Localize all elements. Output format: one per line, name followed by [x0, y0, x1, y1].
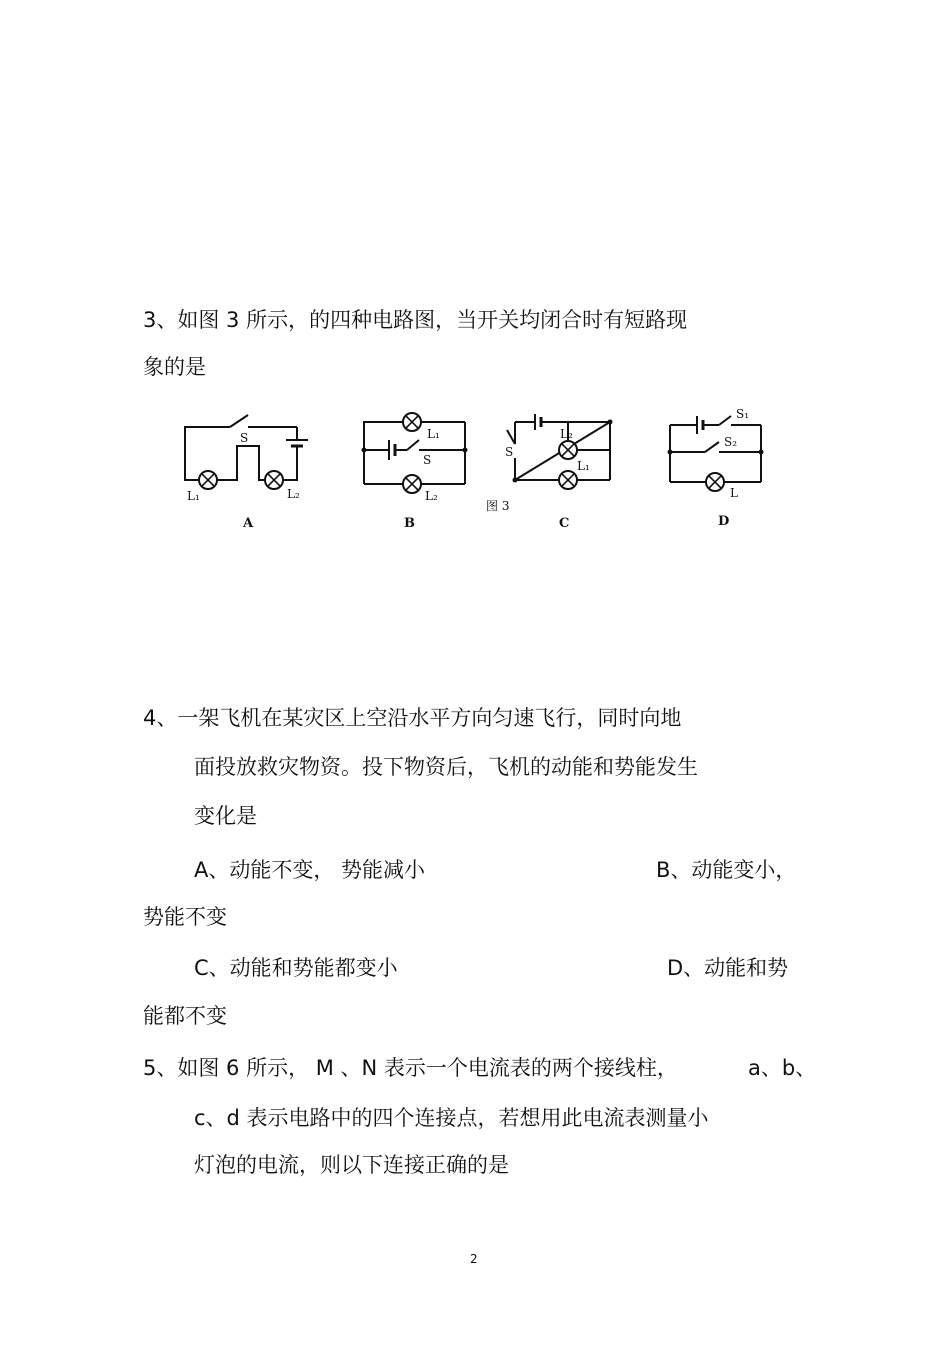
c-switch-label: S	[505, 445, 514, 459]
d-switch2-label: S₂	[724, 435, 738, 449]
a-lamp1-label: L₁	[187, 489, 200, 503]
circuit-c-label: C	[559, 516, 570, 531]
q3-line-2: 象的是	[143, 355, 206, 379]
figure-caption: 图 3	[486, 499, 510, 513]
b-lamp2-label: L₂	[425, 489, 438, 503]
q4-line-2: 面投放救灾物资。投下物资后，飞机的动能和势能发生	[194, 755, 698, 779]
a-switch-label: S	[240, 431, 249, 445]
circuit-b-label: B	[404, 516, 415, 531]
q5-line-3: 灯泡的电流，则以下连接正确的是	[194, 1153, 509, 1177]
q5-line-1: 5、如图 6 所示， M 、N 表示一个电流表的两个接线柱，	[143, 1056, 678, 1080]
circuit-b	[364, 413, 465, 493]
q4-option-b-continued: 势能不变	[143, 905, 227, 929]
d-switch1-label: S₁	[736, 407, 750, 421]
page-number: 2	[470, 1252, 478, 1266]
q4-option-a: A、动能不变， 势能减小	[194, 858, 426, 882]
b-switch-label: S	[423, 453, 432, 467]
q4-option-d-continued: 能都不变	[143, 1004, 227, 1028]
circuit-a-label: A	[243, 516, 254, 531]
c-lamp1-label: L₁	[577, 459, 590, 473]
circuit-figure-3	[175, 400, 795, 540]
q4-option-b: B、动能变小，	[656, 858, 797, 882]
a-lamp2-label: L₂	[287, 487, 300, 501]
q3-line-1: 3、如图 3 所示，的四种电路图，当开关均闭合时有短路现	[143, 308, 688, 332]
circuit-d-label: D	[718, 514, 730, 529]
circuit-d	[670, 416, 761, 491]
q4-option-c: C、动能和势能都变小	[194, 956, 398, 980]
b-lamp1-label: L₁	[427, 427, 440, 441]
q5-line-2: c、d 表示电路中的四个连接点，若想用此电流表测量小	[194, 1106, 709, 1130]
q4-line-3: 变化是	[194, 804, 257, 828]
q4-option-d: D、动能和势	[667, 956, 789, 980]
q5-line-1-right: a、b、	[748, 1056, 817, 1080]
circuit-c	[507, 414, 610, 489]
q4-line-1: 4、一架飞机在某灾区上空沿水平方向匀速飞行，同时向地	[143, 706, 682, 730]
circuit-a	[185, 415, 308, 489]
c-lamp2-label: L₂	[560, 427, 573, 441]
d-lamp-label: L	[730, 486, 738, 500]
circuit-diagrams-svg	[175, 400, 795, 540]
